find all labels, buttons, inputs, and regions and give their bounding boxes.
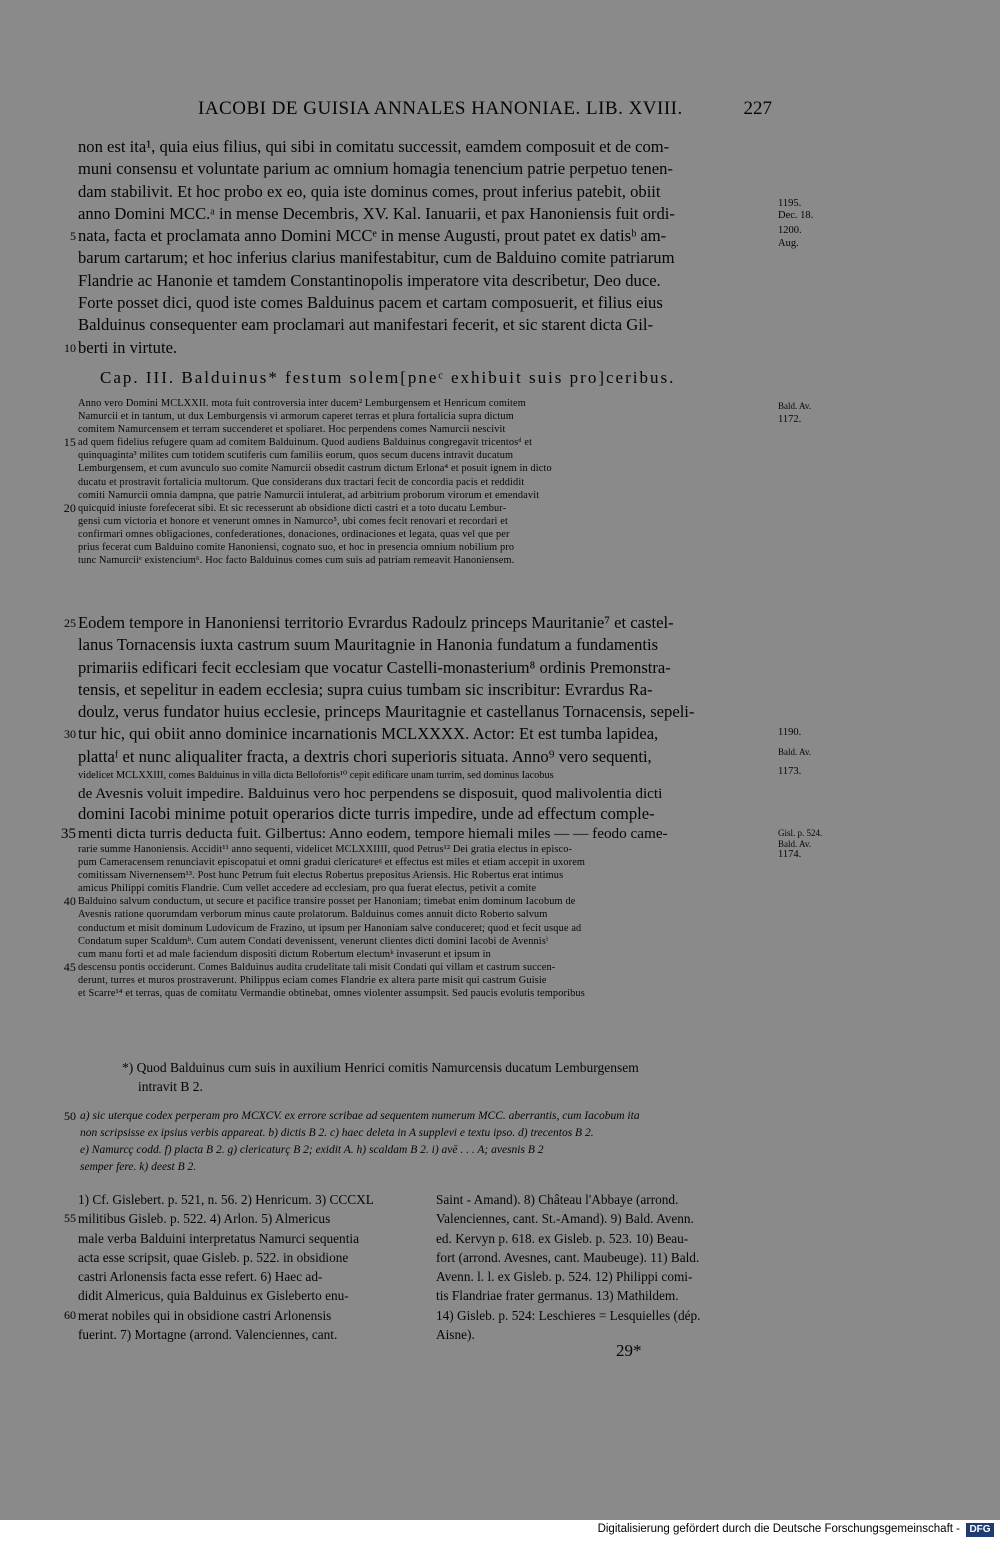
line-text: et Scarre¹⁴ et terras, quas de comitatu Vermandie obtinebat, omnes violenter assumpsit. Sed paucis evolutis temporibus: [78, 988, 585, 1000]
line-text: Anno vero Domini MCLXXII. mota fuit controversia inter ducem² Lemburgensem et Henricum comitem: [78, 398, 526, 409]
line-text: ducatu et prostravit fortalicia multorum. Que considerans dux tractari fecit de concordia pacis et reddidit: [78, 476, 525, 488]
variant-text: a) sic uterque codex perperam pro MCXCV. ex errore scribae ad sequentem numerum MCC. aberrantis, cum Iacobum ita: [80, 1110, 640, 1122]
line-number: 5: [70, 229, 76, 244]
line-number: 20: [63, 500, 76, 515]
margin-note: 1174.: [778, 849, 802, 860]
margin-note: Dec. 18.: [778, 210, 814, 221]
line-text: comitem Namurcensem et terram succenderet et spoliaret. Hoc perpendens comes Namurcii nescivit: [78, 424, 506, 436]
page-number: 227: [743, 98, 772, 119]
variant-line: [80, 1142, 780, 1159]
note-text: merat nobiles qui in obsidione castri Arlonensis: [78, 1307, 332, 1323]
line-text: Eodem tempore in Hanoniensi territorio Evrardus Radoulz princeps Mauritanie⁷ et castel-: [78, 613, 674, 632]
margin-note: Bald. Av.: [778, 747, 811, 757]
small-text-block-1: [63, 397, 772, 567]
small-text-line: [78, 948, 772, 961]
small-text-line: [78, 423, 772, 436]
line-text: prius fecerat cum Balduino comite Hanoniensi, cognato suo, et hoc in presencia omnium nobilium pro: [78, 542, 515, 554]
text-line: [78, 292, 772, 314]
margin-note: Aug.: [778, 238, 799, 249]
small-text-line: [78, 476, 772, 489]
small-text-line: [78, 554, 772, 567]
note-line: [64, 1306, 418, 1325]
margin-note: 1173.: [778, 766, 802, 777]
line-number: 40: [63, 894, 76, 909]
line-text: dam stabilivit. Et hoc probo ex eo, quia iste dominus comes, prout inferius patebit, obiit: [78, 181, 661, 201]
note-text: male verba Balduini interpretatus Namurci sequentia: [78, 1230, 359, 1246]
line-text: tunc Namurciiᵉ existencium⁶. Hoc facto Balduinus comes cum suis ad patriam remeavit Hanoniensem.: [78, 555, 515, 567]
variant-line: [64, 1108, 780, 1125]
line-text: confirmari omnes obligaciones, confederationes, donaciones, ordinaciones et legata, quas vel que per: [78, 528, 510, 540]
line-text: nata, facta et proclamata anno Domini MCCᵉ in mense Augusti, prout patet ex datisᵇ am-: [78, 226, 667, 246]
note-text: 1) Cf. Gislebert. p. 521, n. 56. 2) Henricum. 3) CCCXL: [78, 1192, 374, 1207]
note-line: [78, 1190, 418, 1209]
line-text: cum manu forti et ad male faciendum dispositi dictum Robertum electumᵏ invaserunt et ipsum in: [78, 948, 491, 960]
line-number: 60: [64, 1307, 76, 1322]
small-text-line: [78, 856, 772, 869]
line-text: comiti Namurcii omnia dampna, que patrie Namurcii intulerat, ad arbitrium proborum virorum et emendavit: [78, 489, 540, 501]
small-text-line: [78, 974, 772, 987]
note-line: ed. Kervyn p. 618. ex Gisleb. p. 523. 10) Beau-: [436, 1230, 689, 1246]
margin-note: 1190.: [778, 727, 802, 738]
note-text: castri Arlonensis facta esse refert. 6) Haec ad-: [78, 1269, 323, 1285]
line-text: gensi cum victoria et honore et venerunt omnes in Namurco⁵, ubi comes fecit renovari et recordari et: [78, 515, 509, 527]
margin-note: 1195.: [778, 198, 802, 209]
margin-note: Bald. Av.: [778, 839, 811, 849]
text-line: [78, 746, 772, 768]
text-line: [78, 136, 772, 158]
text-line: [78, 203, 772, 225]
small-text-line: [63, 435, 772, 450]
line-text: rarie summe Hanoniensis. Accidit¹¹ anno sequenti, videlicet MCLXXIIII, quod Petrus¹² Dei gratia electus in episco-: [78, 844, 573, 855]
digitization-footer: [0, 1520, 1000, 1541]
variant-line: [80, 1125, 780, 1142]
small-text-line: [63, 500, 772, 515]
footer-text: Digitalisierung gefördert durch die Deutsche Forschungsgemeinschaft -: [597, 1523, 960, 1535]
variant-line: [80, 1159, 780, 1176]
note-line: [78, 1286, 418, 1305]
line-number: 15: [63, 435, 76, 450]
line-text: Forte posset dici, quod iste comes Balduinus pacem et cartam composuerit, et filius eius: [78, 293, 663, 313]
small-text-line: [78, 397, 772, 410]
note-line: Saint - Amand). 8) Château l'Abbaye (arrond.: [436, 1192, 679, 1207]
line-text: Avesnis ratione quorumdam verborum minus caute prolatorum. Balduinus comes annuit dicto Roberto salvum: [78, 909, 548, 921]
line-text: Namurcii et in tantum, ut dux Lemburgensis vi armorum caperet terras et plura fortalicia supra dictum: [78, 411, 514, 423]
small-text-line: [78, 515, 772, 528]
note-line: [78, 1325, 418, 1344]
text-line: [70, 225, 772, 247]
line-number: 25: [64, 616, 76, 630]
small-text-line: [78, 869, 772, 882]
line-text: videlicet MCLXXIII, comes Balduinus in villa dicta Bellofortis¹⁰ cepit edificare unam turrim, sed dominus Iacobus: [78, 770, 554, 781]
note-line: [78, 1229, 418, 1248]
small-text-line: [78, 489, 772, 502]
line-text: anno Domini MCC.ᵃ in mense Decembris, XV. Kal. Ianuarii, et pax Hanoniensis fuit ordi-: [78, 203, 675, 223]
line-text: tensis, et sepelitur in eadem ecclesia; supra cuius tumbam sic inscribitur: Evrardus Ra-: [78, 679, 653, 699]
line-text: domini Iacobi minime potuit operarios dicte turris impedire, unde ad effectum comple-: [78, 804, 655, 823]
small-text-line: [78, 449, 772, 462]
note-line: [78, 1267, 418, 1286]
main-text-block-1: [64, 136, 772, 359]
note-line: [64, 1209, 418, 1228]
line-text: de Avesnis voluit impedire. Balduinus vero hoc perpendens se disposuit, quod malivolentia dicti: [78, 785, 663, 802]
small-text-line: [78, 908, 772, 921]
signature-mark: 29*: [616, 1341, 642, 1360]
note-text: acta esse scripsit, quae Gisleb. p. 522. in obsidione: [78, 1249, 349, 1265]
small-text-line: [78, 922, 772, 935]
line-text: berti in virtute.: [78, 337, 178, 357]
variant-text: semper fere. k) deest B 2.: [80, 1161, 197, 1173]
small-text-line: [78, 935, 772, 948]
line-text: menti dicta turris deducta fuit. Gilbertus: Anno eodem, tempore hiemali miles — — feodo came-: [78, 825, 668, 842]
line-text: primariis edificari fecit ecclesiam que vocatur Castelli-monasterium⁸ ordinis Premonstra-: [78, 657, 671, 677]
note-text: fuerint. 7) Mortagne (arrond. Valenciennes, cant.: [78, 1327, 338, 1343]
text-line: [78, 158, 772, 180]
mixed-text-block: [60, 767, 772, 844]
note-text: didit Almericus, quia Balduinus ex Gisleberto enu-: [78, 1288, 349, 1304]
notes-right-column: [436, 1190, 776, 1344]
margin-note: 1172.: [778, 414, 802, 425]
note-line: Aisne).: [436, 1327, 475, 1343]
main-text-block-2: [64, 612, 772, 768]
text-line: [78, 701, 772, 723]
line-text: plattaᶠ et nunc aliqualiter fracta, a dextris chori superioris situata. Anno⁹ vero sequenti,: [78, 746, 652, 766]
small-text-line: [78, 462, 772, 475]
line-text: non est ita¹, quia eius filius, qui sibi in comitatu successit, eamdem composuit et de com-: [78, 137, 670, 156]
note-line: 14) Gisleb. p. 524: Leschieres = Lesquielles (dép.: [436, 1307, 701, 1323]
small-text-line: [78, 882, 772, 895]
line-text: descensu pontis occiderunt. Comes Balduinus audita crudelitate tali misit Condati qui villam et castrum succen-: [78, 961, 556, 973]
critical-apparatus: [64, 1108, 780, 1176]
line-text: conductum et misit dominum Ludovicum de Frazino, ut ipsum per Hanoniam salve conduceret; quod et fecit usque ad: [78, 922, 582, 934]
text-line: [78, 767, 772, 784]
line-text: muni consensu et voluntate parium ac omnium homagia tenencium patrie perpetuo tenen-: [78, 159, 673, 179]
text-line: [64, 723, 772, 745]
line-text: Balduino salvum conductum, ut secure et pacifice transire posset per Hanoniam; timebat enim dominum Iacobum de: [78, 896, 576, 908]
line-text: derunt, turres et muros prostraverunt. Philippus eciam comes Flandrie ex altera parte misit qui castrum Guisie: [78, 974, 547, 986]
line-text: Lemburgensem, et cum avunculo suo comite Namurcii obsedit castrum dictum Erlona⁴ et posuit ignem in dicto: [78, 463, 552, 475]
line-text: quinquaginta³ milites cum totidem scutiferis cum familiis eorum, quos secum ducens intravit ducatum: [78, 450, 514, 462]
text-line: [64, 612, 772, 634]
line-text: tur hic, qui obiit anno dominice incarnationis MCLXXXX. Actor: Et est tumba lapidea,: [78, 724, 659, 744]
dfg-logo-icon: DFG: [966, 1523, 994, 1537]
small-text-line: [78, 528, 772, 541]
star-note-line: intravit B 2.: [138, 1079, 203, 1094]
line-text: ad quem fidelius refugere quam ad comitem Balduinum. Quod audiens Balduinus congregavit tricentosᵈ et: [78, 437, 533, 449]
margin-note: 1200.: [778, 225, 802, 236]
small-text-line: [63, 959, 772, 974]
note-text: militibus Gisleb. p. 522. 4) Arlon. 5) Almericus: [78, 1211, 331, 1227]
line-text: Condatum super Scaldumʰ. Cum autem Condati devenissent, venerunt clientes dicti domini Iacobi de Avennisⁱ: [78, 935, 549, 947]
small-text-line: [78, 541, 772, 554]
line-text: doulz, verus fundator huius ecclesie, princeps Mauritagnie et castellanus Tornacensis, sepeli-: [78, 702, 695, 722]
small-text-block-2: [63, 843, 772, 1000]
margin-note: Bald. Av.: [778, 401, 811, 411]
line-text: pum Cameracensem renunciavit episcopatui et omni gradui clericatureᵍ et effectus est miles et etiam accepit in uxorem: [78, 857, 586, 869]
text-line: [78, 804, 772, 824]
chapter-caption: Cap. III. Balduinus* festum solem[pneᶜ exhibuit suis pro]ceribus.: [100, 368, 676, 387]
line-number: 55: [64, 1211, 76, 1226]
star-footnote: [122, 1058, 772, 1096]
note-line: [78, 1248, 418, 1267]
text-line: [78, 314, 772, 336]
line-text: quicquid iniuste forefecerat sibi. Et sic recesserunt ab obsidione dicti castri et a toto ducatu Lembur-: [78, 502, 507, 514]
text-line: [64, 337, 772, 359]
line-text: lanus Tornacensis iuxta castrum suum Mauritagnie in Hanonia fundatum a fundamentis: [78, 635, 659, 655]
small-text-line: [78, 410, 772, 423]
text-line: [78, 634, 772, 656]
text-line: [60, 824, 772, 844]
text-line: [78, 784, 772, 804]
text-line: [78, 247, 772, 269]
small-text-line: [78, 987, 772, 1000]
small-text-line: [63, 894, 772, 909]
line-text: Balduinus consequenter eam proclamari aut manifestari fecerit, et sic starent dicta Gil-: [78, 315, 654, 335]
text-line: [78, 679, 772, 701]
variant-text: non scripsisse ex ipsius verbis appareat. b) dictis B 2. c) haec deleta in A supplevi e textu ipso. d) trecentos B 2.: [80, 1127, 594, 1139]
notes-left-column: [64, 1190, 418, 1344]
line-text: comitissam Nivernensem¹³. Post hunc Petrum fuit electus Robertus prepositus Ariensis. Hic Robertus erat intimus: [78, 870, 564, 882]
line-number: 35: [60, 825, 76, 842]
running-header: [78, 98, 772, 126]
line-text: amicus Philippi comitis Flandrie. Cum vellet accedere ad ecclesiam, pro qua fuerat electus, petivit a comite: [78, 883, 537, 895]
line-text: Flandrie ac Hanonie et tamdem Constantinopolis imperatore vita describetur, Deo duce.: [78, 270, 661, 290]
variant-text: e) Namurcç codd. f) placta B 2. g) clericaturç B 2; exidit A. h) scaldam B 2. i) avē . . . A; avesnis B 2: [80, 1144, 544, 1156]
text-line: [78, 181, 772, 203]
star-note-line: *) Quod Balduinus cum suis in auxilium Henrici comitis Namurcensis ducatum Lemburgensem: [122, 1060, 639, 1075]
line-number: 50: [64, 1109, 76, 1123]
note-line: Avenn. l. l. ex Gisleb. p. 524. 12) Philippi comi-: [436, 1269, 693, 1285]
note-line: fort (arrond. Avesnes, cant. Maubeuge). 11) Bald.: [436, 1249, 700, 1265]
header-title: IACOBI DE GUISIA ANNALES HANONIAE. LIB. XVIII.: [198, 98, 683, 119]
note-line: Valenciennes, cant. St.-Amand). 9) Bald. Avenn.: [436, 1211, 694, 1227]
small-text-line: [78, 843, 772, 856]
line-number: 30: [64, 727, 76, 742]
note-line: tis Flandriae frater germanus. 13) Mathildem.: [436, 1288, 679, 1304]
line-text: barum cartarum; et hoc inferius clarius manifestabitur, cum de Balduino comite patriarum: [78, 248, 675, 268]
margin-note: Gisl. p. 524.: [778, 828, 823, 838]
text-line: [78, 270, 772, 292]
line-number: 10: [64, 340, 76, 355]
text-line: [78, 657, 772, 679]
line-number: 45: [63, 959, 76, 974]
